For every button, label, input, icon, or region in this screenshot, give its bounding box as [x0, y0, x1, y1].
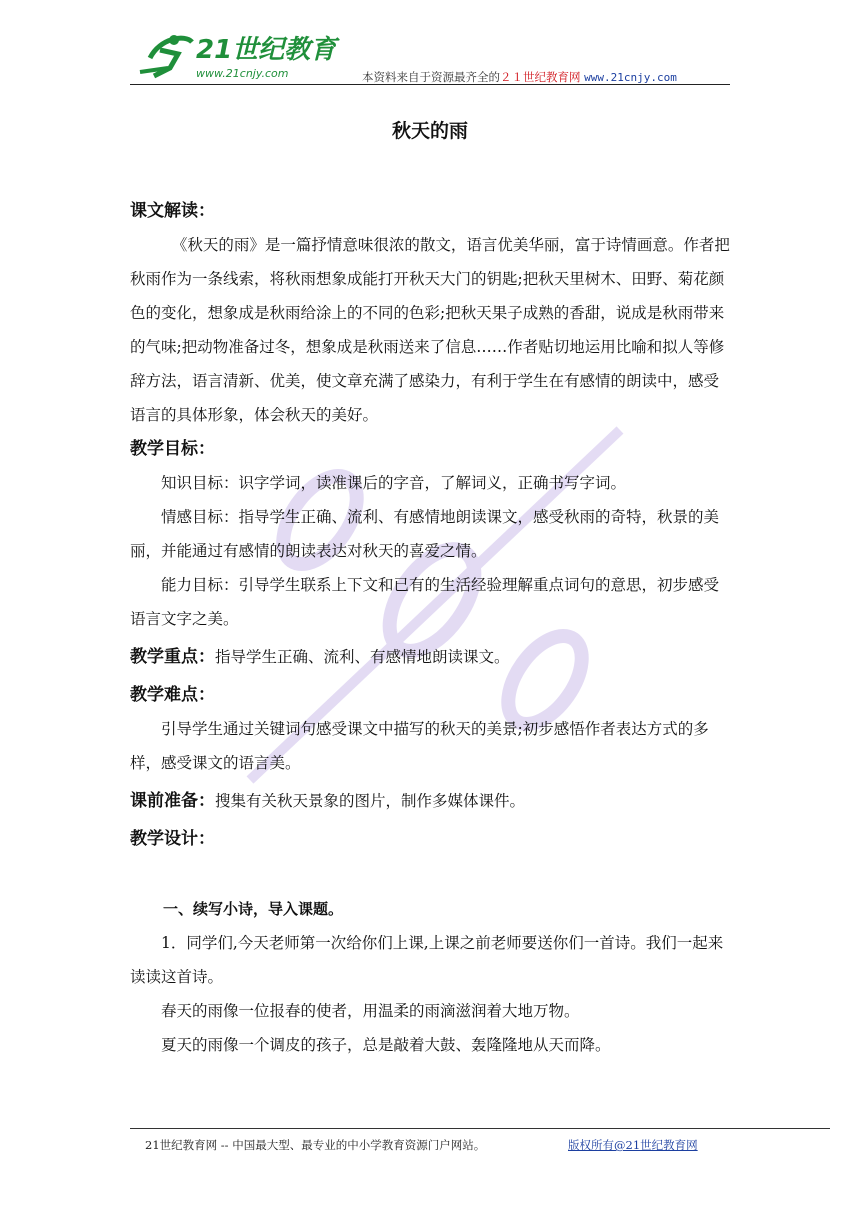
goal-emotion: 情感目标：指导学生正确、流利、有感情地朗读课文，感受秋雨的奇特，秋景的美丽，并能通过有感情的朗读表达对秋天的喜爱之情。 [130, 508, 720, 560]
step1-paragraph-2: 春天的雨像一位报春的使者，用温柔的雨滴滋润着大地万物。 [161, 1002, 580, 1020]
goal-knowledge: 知识目标：识字学词，读准课后的字音，了解词义，正确书写字词。 [161, 474, 627, 492]
step1-paragraph-1: 1．同学们,今天老师第一次给你们上课,上课之前老师要送你们一首诗。我们一起来读读这首诗。 [130, 934, 724, 986]
section-heading-key: 教学重点： [130, 647, 215, 667]
section-heading-design: 教学设计： [130, 829, 215, 849]
goal-ability: 能力目标：引导学生联系上下文和已有的生活经验理解重点词句的意思，初步感受语言文字之美。 [130, 576, 720, 628]
section-heading-interpretation: 课文解读： [130, 201, 215, 221]
header-rule [130, 84, 730, 85]
svg-text:21世纪教育: 21世纪教育 [196, 35, 337, 65]
section-heading-goals: 教学目标： [130, 439, 215, 459]
prep-text: 搜集有关秋天景象的图片，制作多媒体课件。 [215, 792, 526, 810]
logo-21cnjy [130, 28, 350, 84]
footer-text: 21世纪教育网 -- 中国最大型、最专业的中小学教育资源门户网站。 [145, 1138, 486, 1152]
prep-row [130, 784, 730, 818]
section-heading-prep: 课前准备： [130, 791, 215, 811]
svg-text:www.21cnjy.com: www.21cnjy.com [196, 67, 289, 80]
step1-heading: 一、续写小诗，导入课题。 [163, 900, 344, 918]
difficulty-paragraph: 引导学生通过关键词句感受课文中描写的秋天的美景;初步感悟作者表达方式的多样，感受课文的语言美。 [130, 720, 709, 772]
step1-paragraph-3: 夏天的雨像一个调皮的孩子，总是敲着大鼓、轰隆隆地从天而降。 [161, 1036, 611, 1054]
key-point-row [130, 640, 730, 674]
footer-copyright-link[interactable]: 版权所有@21世纪教育网 [568, 1138, 698, 1152]
interpretation-paragraph: 《秋天的雨》是一篇抒情意味很浓的散文，语言优美华丽，富于诗情画意。作者把秋雨作为一条线索，将秋雨想象成能打开秋天大门的钥匙;把秋天里树木、田野、菊花颜色的变化，想象成是秋雨给涂上的不同的色彩;把秋天果子成熟的香甜，说成是秋雨带来的气味;把动物准备过冬，想象成是秋雨送来了信息……作者贴切地运用比喻和拟人等修辞方法，语言清新、优美，使文章充满了感染力，有利于学生在有感情的朗读中，感受语言的具体形象，体会秋天的美好。 [130, 236, 730, 424]
header-brand: ２１世纪教育网 [500, 70, 581, 84]
footer-rule [130, 1128, 830, 1129]
section-heading-difficulty: 教学难点： [130, 685, 215, 705]
page-header [130, 28, 730, 86]
page-title: 秋天的雨 [391, 120, 468, 142]
document-body [130, 194, 730, 1062]
key-point-text: 指导学生正确、流利、有感情地朗读课文。 [215, 648, 510, 666]
header-url: www.21cnjy.com [584, 71, 677, 84]
header-source-note: 本资料来自于资源最齐全的２１世纪教育网 www.21cnjy.com [362, 70, 677, 84]
